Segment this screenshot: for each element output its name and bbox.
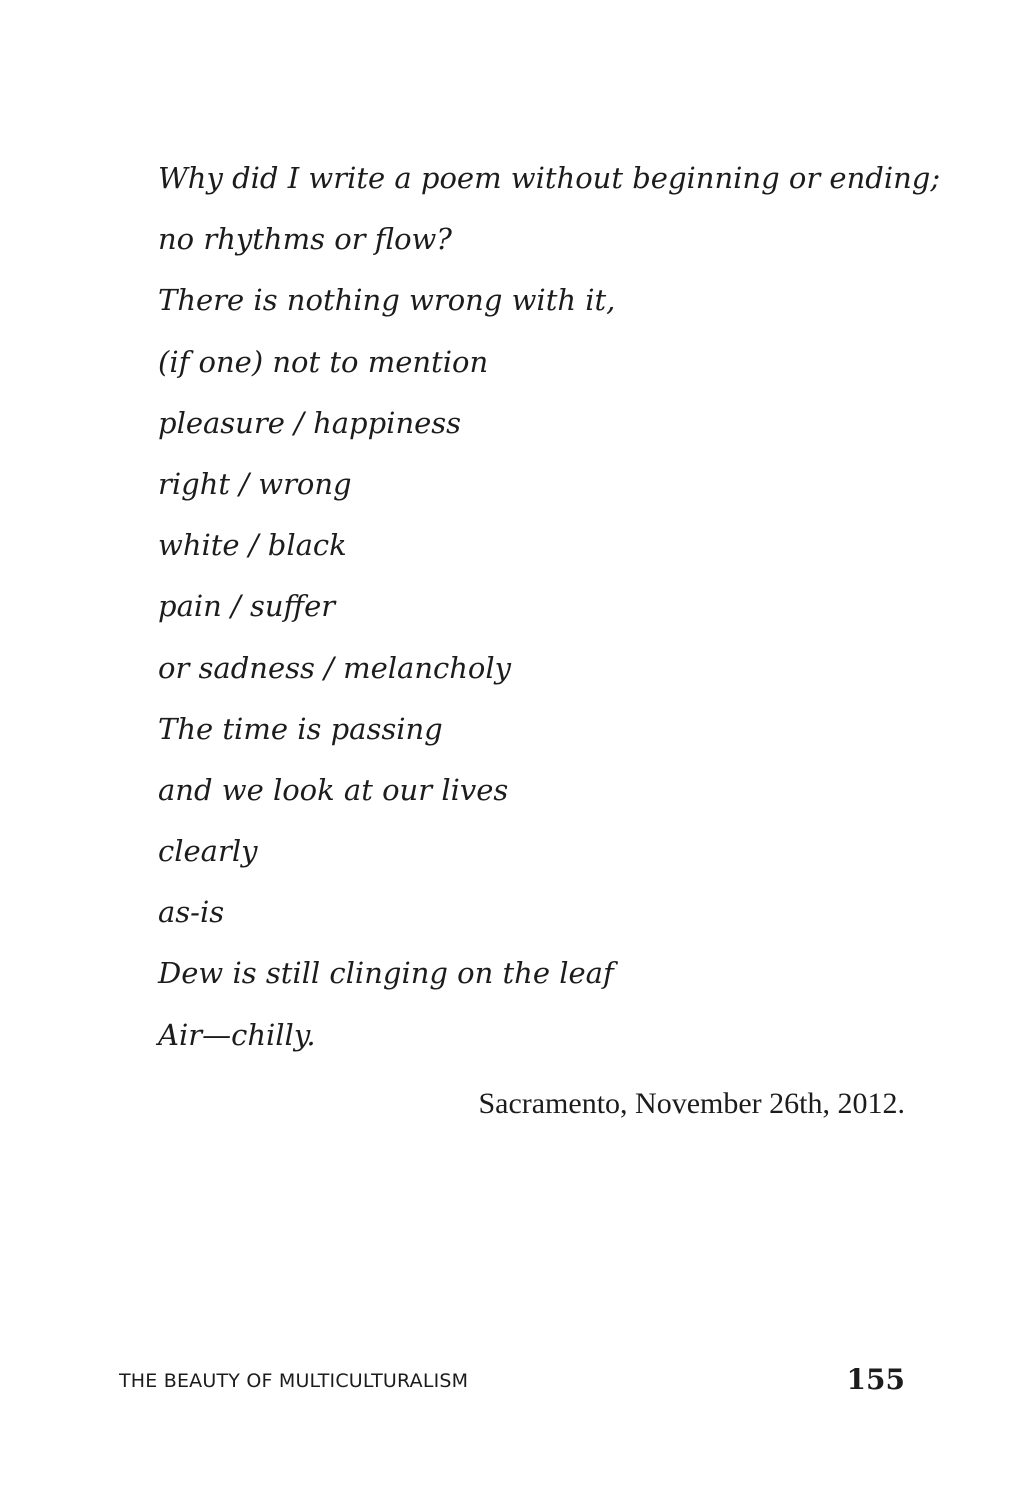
poem-line: clearly	[158, 834, 258, 869]
poem-line: and we look at our lives	[158, 772, 509, 807]
poem-line: pain / suffer	[158, 589, 336, 624]
poem-signature: Sacramento, November 26th, 2012.	[478, 1087, 905, 1120]
poem-line: as-is	[158, 895, 225, 930]
poem-line: There is nothing wrong with it,	[158, 283, 616, 318]
poem-line: white / black	[158, 528, 347, 563]
poem-line: (if one) not to mention	[158, 344, 489, 379]
poem-line: The time is passing	[158, 711, 443, 746]
poem-line: Why did I write a poem without beginning or ending;	[158, 161, 941, 195]
poem-line: or sadness / melancholy	[158, 650, 512, 685]
poem-line: pleasure / happiness	[158, 405, 462, 440]
page-number: 155	[846, 1363, 905, 1396]
poem-line: no rhythms or flow?	[158, 222, 452, 257]
poem-line: Dew is still clinging on the leaf	[158, 956, 614, 991]
poem-line: Air—chilly.	[158, 1017, 316, 1052]
poem-body	[158, 148, 940, 1066]
running-footer-title: THE BEAUTY OF MULTICULTURALISM	[119, 1370, 469, 1392]
poem-line: right / wrong	[158, 466, 352, 501]
